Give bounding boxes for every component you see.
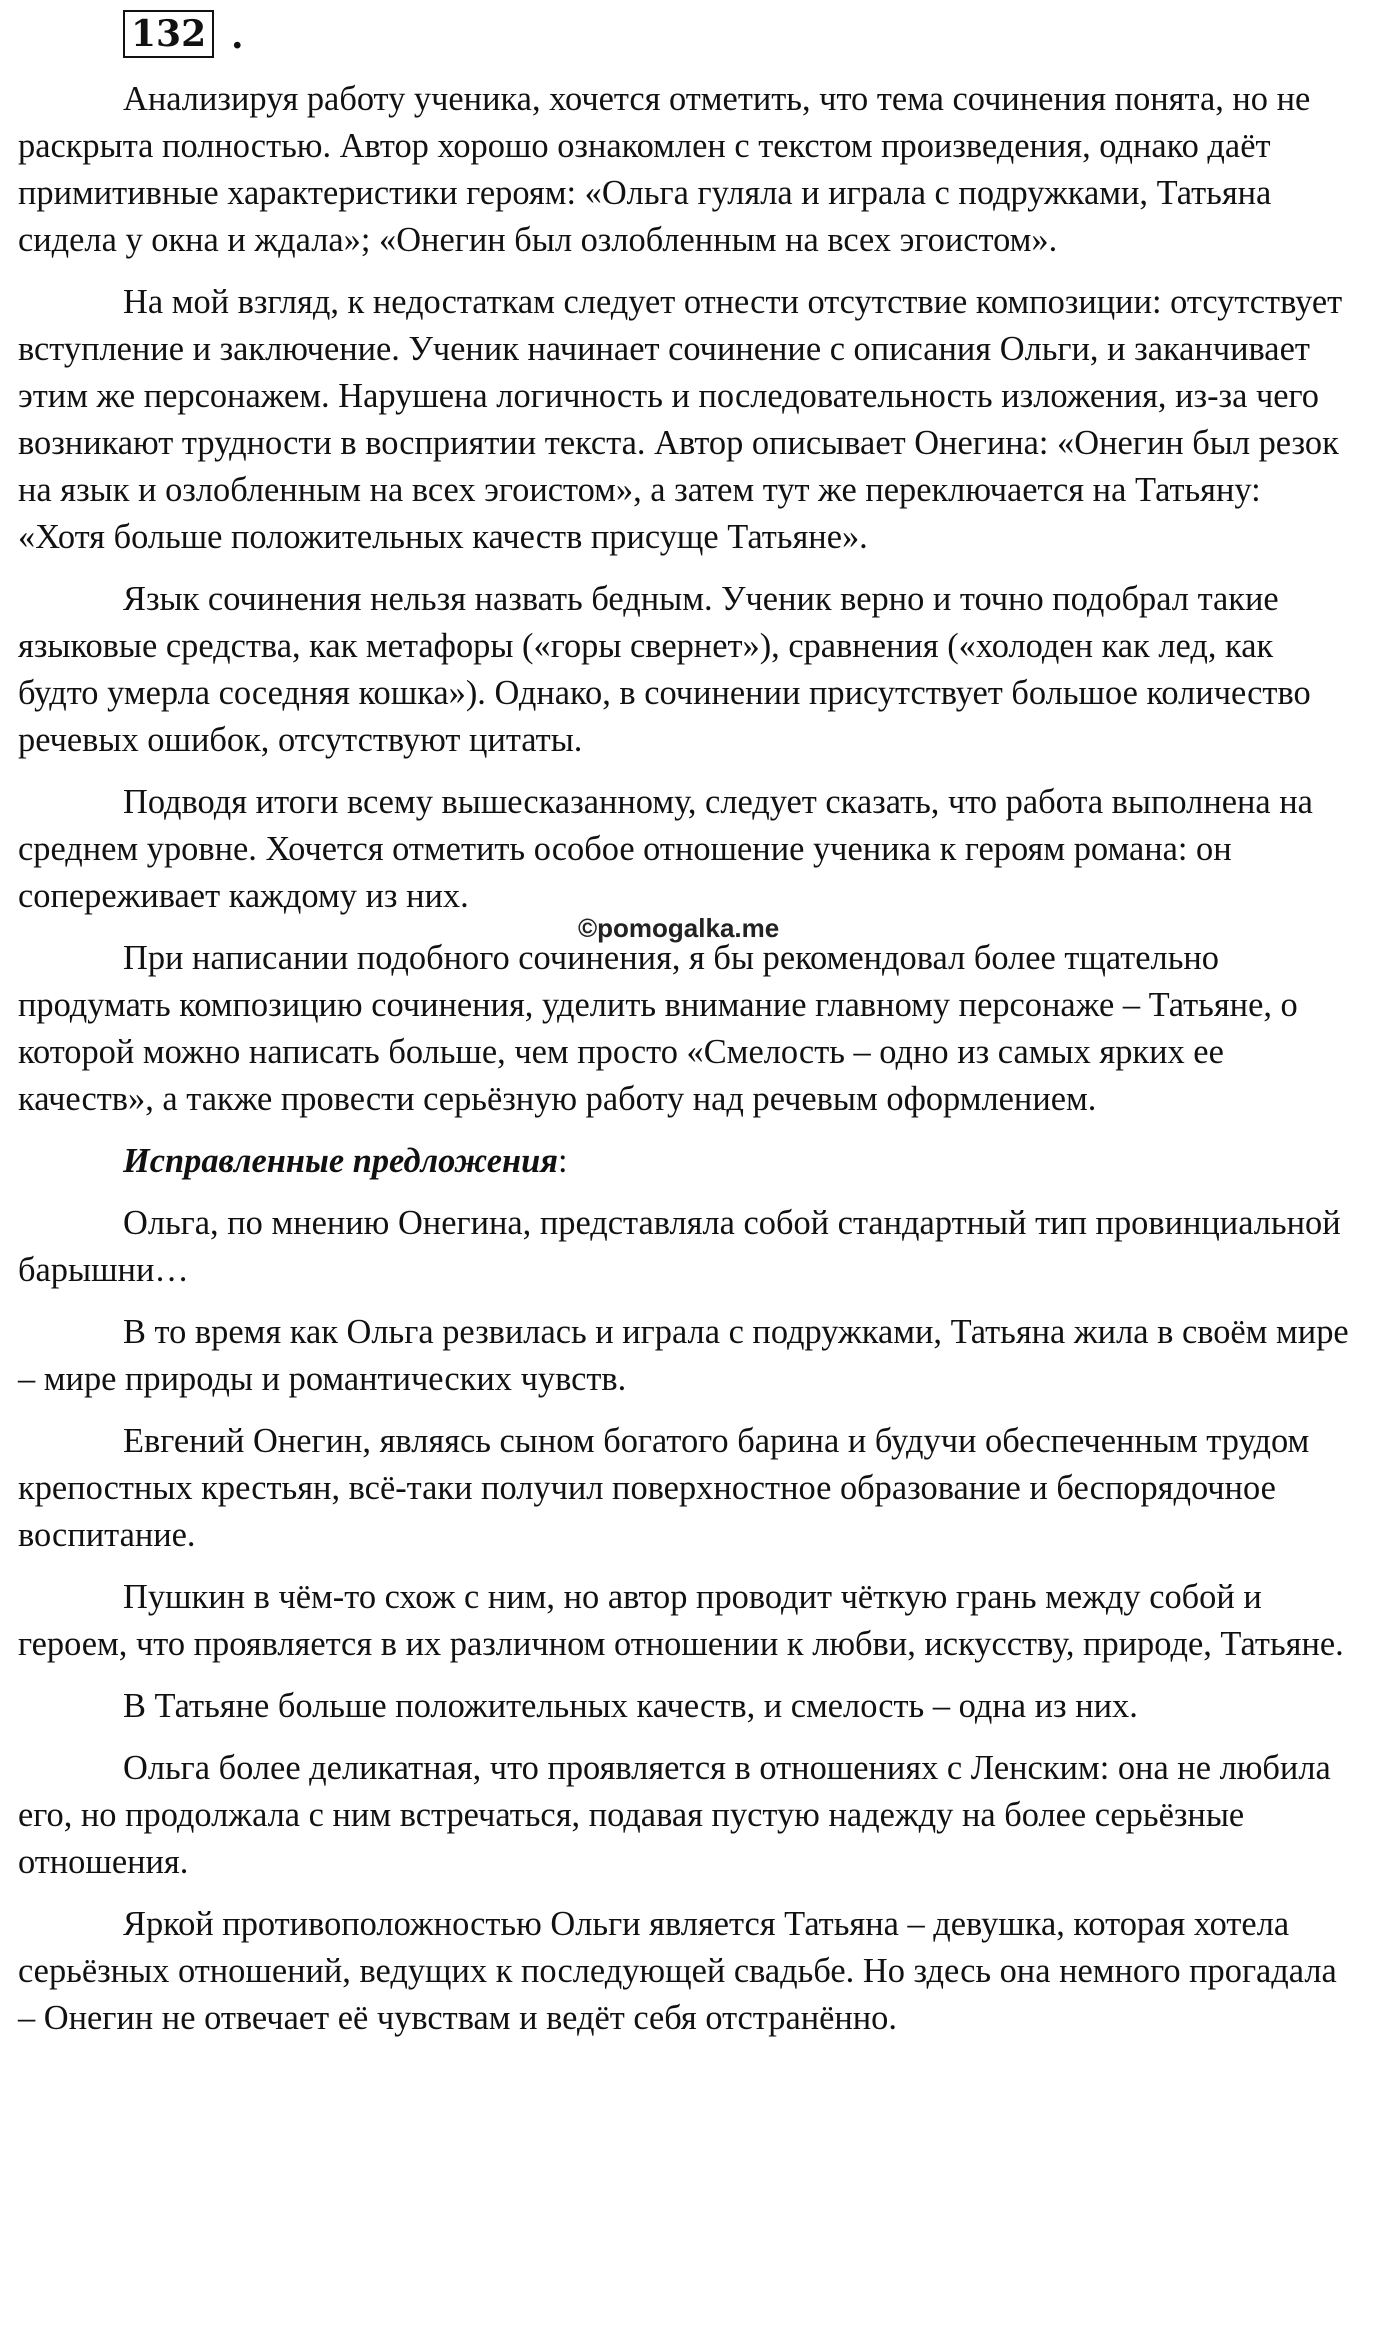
paragraph: Язык сочинения нельзя назвать бедным. Ученик верно и точно подобрал такие языковые средства, как метафоры («горы свернет»), сравнения («холоден как лед, как будто умерла соседняя кошка»). Однако, в сочинении присутствует большое количество речевых ошибок, отсутствуют цитаты. (18, 580, 1311, 759)
document-body (18, 76, 1353, 2057)
corrected-sentence: В то время как Ольга резвилась и играла с подружками, Татьяна жила в своём мире – мире природы и романтических чувств. (18, 1313, 1349, 1398)
subheading-label: Исправленные предложения (123, 1142, 558, 1180)
paragraph: Анализируя работу ученика, хочется отметить, что тема сочинения понята, но не раскрыта полностью. Автор хорошо ознакомлен с текстом произведения, однако даёт примитивные характеристики героям: «Ольга гуляла и играла с подружками, Татьяна сидела у окна и ждала»; «Онегин был озлобленным на всех эгоистом». (18, 80, 1311, 259)
subheading (18, 1138, 1353, 1185)
corrected-sentence: Яркой противоположностью Ольги является Татьяна – девушка, которая хотела серьёзных отношений, ведущих к последующей свадьбе. Но здесь она немного прогадала – Онегин не отвечает её чувствам и ведёт себя отстранённо. (18, 1905, 1337, 2037)
exercise-number-dot: . (231, 15, 244, 57)
corrected-sentence: Евгений Онегин, являясь сыном богатого барина и будучи обеспеченным трудом крепостных крестьян, всё-таки получил поверхностное образование и беспорядочное воспитание. (18, 1422, 1310, 1554)
corrected-sentence: Ольга более деликатная, что проявляется в отношениях с Ленским: она не любила его, но продолжала с ним встречаться, подавая пустую надежду на более серьёзные отношения. (18, 1749, 1331, 1881)
corrected-sentence: Пушкин в чём-то схож с ним, но автор проводит чёткую грань между собой и героем, что проявляется в их различном отношении к любви, искусству, природе, Татьяне. (18, 1578, 1344, 1663)
subheading-colon: : (558, 1142, 568, 1180)
watermark: ©pomogalka.me (578, 913, 780, 943)
corrected-sentence: В Татьяне больше положительных качеств, и смелость – одна из них. (123, 1687, 1138, 1725)
exercise-number-box: 132 (123, 10, 214, 58)
corrected-sentence: Ольга, по мнению Онегина, представляла собой стандартный тип провинциальной барышни… (18, 1204, 1341, 1289)
paragraph: Подводя итоги всему вышесказанному, следует сказать, что работа выполнена на среднем уровне. Хочется отметить особое отношение ученика к героям романа: он сопереживает каждому из них. (18, 783, 1313, 915)
paragraph: На мой взгляд, к недостаткам следует отнести отсутствие композиции: отсутствует вступление и заключение. Ученик начинает сочинение с описания Ольги, и заканчивает этим же персонажем. Нарушена логичность и последовательность изложения, из-за чего возникают трудности в восприятии текста. Автор описывает Онегина: «Онегин был резок на язык и озлобленным на всех эгоистом», а затем тут же переключается на Татьяну: «Хотя больше положительных качеств присуще Татьяне». (18, 283, 1343, 556)
paragraph: При написании подобного сочинения, я бы рекомендовал более тщательно продумать композицию сочинения, уделить внимание главному персонаже – Татьяне, о которой можно написать больше, чем просто «Смелость – одно из самых ярких ее качеств», а также провести серьёзную работу над речевым оформлением. (18, 939, 1298, 1118)
